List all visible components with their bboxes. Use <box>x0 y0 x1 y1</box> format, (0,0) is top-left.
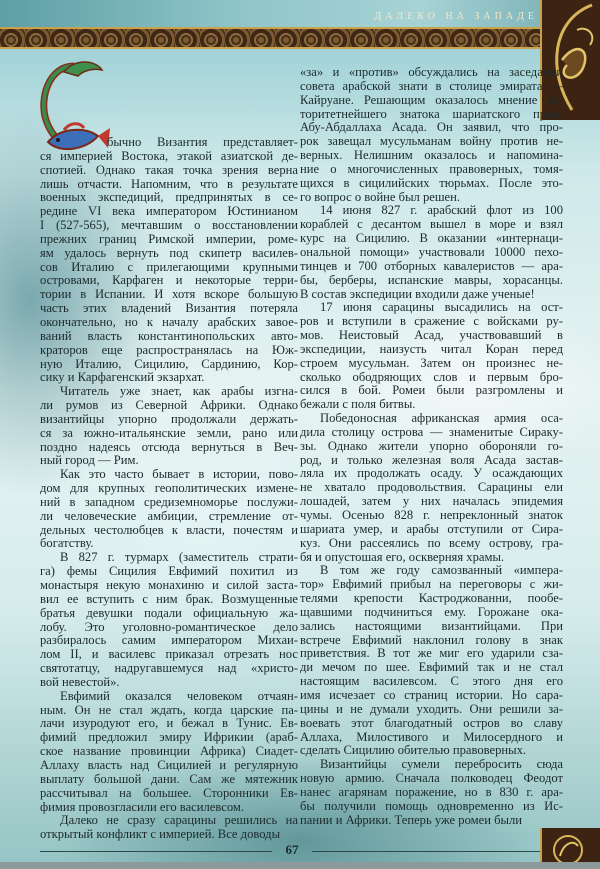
text-line: В 827 г. турмарх (заместитель страти- <box>60 551 298 565</box>
text-line: щихся в сицилийских тюрьмах. После это- <box>300 176 563 190</box>
text-line: лишь отчасти. Напомним, что в результате <box>40 177 298 191</box>
text-line: В состав экспедиции входили даже ученые! <box>300 287 535 301</box>
text-line: ние о многочисленных правоверных, томя- <box>300 162 563 176</box>
text-line: не хватало продовольствия. Сарацины ели <box>300 481 563 495</box>
text-line: дом для крупных геополитических измене- <box>40 482 298 496</box>
text-line: ся за южно-итальянские земли, рано или <box>40 426 298 440</box>
text-line: сов Италию с прилегающими крупными <box>40 260 298 274</box>
text-line: рассчитывал на большее. Сторонники Ев- <box>40 786 298 800</box>
text-line: лом II, и василевс приказал отрезать нос <box>40 648 298 662</box>
text-line: рок завещал мусульманам войну против не- <box>300 135 563 149</box>
text-line: нанес агарянам поражение, но в 830 г. ара- <box>300 785 563 799</box>
text-line: тинцев и 700 отборных кавалеристов — ара- <box>300 259 563 273</box>
paragraph <box>300 564 563 758</box>
text-line: 14 июня 827 г. арабский флот из 100 <box>320 204 563 218</box>
text-line: ную Италию, Сицилию, Сардинию, Кор- <box>40 357 298 371</box>
text-line: «за» и «против» обсуждались на заседании <box>300 66 563 79</box>
text-line: выплату большой дани. Сам же мятежник <box>40 772 298 786</box>
text-line: бы, берберы, испанские мавры, хорасанцы. <box>300 273 563 287</box>
text-line: открытый конфликт с империей. Все доводы <box>40 828 281 842</box>
text-line: шариата умер, и арабы отступили от Сира- <box>300 522 563 536</box>
text-line: ляла их продолжать осаду. У осаждающих <box>300 467 563 481</box>
text-line: I (527-565), мечтавшим о восстановлении <box>40 219 298 233</box>
text-line: прежних границ Римской империи, роме- <box>40 232 298 246</box>
paragraph <box>40 551 298 689</box>
text-line: ли человеческие амбиции, стремление от- <box>40 509 298 523</box>
text-line: бы получили помощь одновременно из Ис- <box>300 799 563 813</box>
text-line: совета арабской знати в столице эмирата — <box>300 79 563 93</box>
paragraph <box>300 758 563 827</box>
text-line: сился в бой. Ромеи были разгромлены и <box>300 384 563 398</box>
text-line: чумы. Осенью 828 г. непреклонный знаток <box>300 509 563 522</box>
text-line: го вопрос о войне был решен. <box>300 190 461 204</box>
text-line: ли румов из Северной Африки. Однако <box>40 399 298 413</box>
text-line: ный город — Рим. <box>40 454 139 468</box>
corner-ornament-bottom-icon <box>540 828 600 862</box>
text-line: телями крепости Кастроджованни, пообе- <box>300 592 563 606</box>
text-line: монастыря некую монахиню и силой заста- <box>40 579 298 592</box>
text-line: Победоносная африканская армия оса- <box>320 412 563 426</box>
text-line: лобу. Это уголовно-романтическое дело <box>40 620 298 634</box>
text-line: фимия провозгласили его василевсом. <box>40 800 245 814</box>
text-line: зались настоящими византийцами. При <box>300 619 563 633</box>
text-line: куз. Они рассеялись по всему острову, гра- <box>300 536 563 550</box>
text-line: дила столицу острова — знаменитые Сираку- <box>300 425 563 439</box>
text-line: ди мечом по шее. Евфимий так и не стал <box>300 661 563 675</box>
text-line: Далеко не сразу сарацины решились на <box>60 814 298 828</box>
text-line: редине VI века императором Юстинианом <box>40 205 298 219</box>
text-line: ваний власть константинопольских авто- <box>40 329 298 343</box>
text-line: бя и опустошая его, оскверняя храмы. <box>300 550 505 564</box>
paragraph <box>300 412 563 564</box>
text-line: Евфимий оказался человеком отчаян- <box>60 689 298 703</box>
text-line: Аллаха, Милостивого и Милосердного и <box>300 730 563 744</box>
paragraph <box>300 204 563 301</box>
text-line: Читатель уже знает, как арабы изгна- <box>60 385 298 399</box>
text-line: экспедиции, наизусть читал Коран перед <box>300 342 563 356</box>
text-line: га) фемы Сицилия Евфимий похитил из <box>40 565 298 579</box>
text-line: ным. Он не стал ждать, когда царские па- <box>40 703 298 717</box>
paragraph <box>40 136 298 385</box>
left-text-column <box>40 136 298 842</box>
text-line: бычно Византия представляет- <box>107 136 298 149</box>
text-line: военных экспедиций, предпринятых в се- <box>40 191 298 205</box>
text-line: кораблей с десантом вышел в море и взял <box>300 218 563 232</box>
text-line: приветствия. В тот же миг его ударили сза- <box>300 647 563 661</box>
text-line: род, и только железная воля Асада застав- <box>300 453 563 467</box>
text-line: В том же году самозванный «импера- <box>320 564 563 578</box>
text-line: братья девушки подали официальную жа- <box>40 606 298 620</box>
text-line: дельных честолюбцев к власти, почестям и <box>40 523 298 537</box>
text-line: часть этих владений Византия потеряла <box>40 302 298 316</box>
running-head: ДАЛЕКО НА ЗАПАДЕ <box>374 11 538 22</box>
text-line: настоящим василевсом. С этого дня его <box>300 675 563 689</box>
text-line: сику и Карфагенский экзархат. <box>40 371 205 385</box>
paragraph <box>40 814 298 842</box>
text-line: ям удалось вернуть под скипетр василев- <box>40 246 298 260</box>
text-line: торитетнейшего знатока шариатского права <box>300 107 563 121</box>
text-line: сколько ободряющих слов и первым бро- <box>300 370 563 384</box>
text-line: спотией. Однако такая точка зрения верна <box>40 163 298 177</box>
text-line: окончательно, но к началу арабских завое- <box>40 315 298 329</box>
paragraph <box>300 301 563 412</box>
text-line: имя исчезает со страниц истории. Но сара- <box>300 688 563 702</box>
text-line: святотатцу, надругавшемуся над «христо- <box>40 662 298 676</box>
text-line: Византийцы сумели перебросить сюда <box>320 758 563 772</box>
text-line: зы. Однако жители упорно обороняли го- <box>300 439 563 453</box>
text-line: лошадей, затем у них началась эпидемия <box>300 495 563 509</box>
text-line: мов. Неистовый Асад, участвовавший в <box>300 329 563 343</box>
paragraph <box>40 690 298 815</box>
text-line: Абу-Абдаллаха Асада. Он заявил, что про- <box>300 121 563 135</box>
paragraph <box>300 66 563 204</box>
text-line: воевать этот благодатный остров во славу <box>300 716 563 730</box>
text-line: тор» Евфимий прибыл на переговоры с жи- <box>300 578 563 592</box>
right-text-column <box>300 66 563 827</box>
text-line: вил ее вступить с ним брак. Возмущенные <box>40 592 298 606</box>
text-line: сделать Сицилию обителью правоверных. <box>300 744 527 758</box>
text-line: ров и вступили в сражение с войсками ру- <box>300 315 563 329</box>
text-line: ское название провинции Африка) Сиадет- <box>40 745 298 759</box>
text-line: пании и Африки. Теперь уже ромеи были <box>300 813 522 827</box>
ornamental-border-band <box>0 27 550 49</box>
text-line: курс на Сицилию. В оказании «интернаци- <box>300 232 563 246</box>
footer-rule-right <box>312 851 540 852</box>
text-line: строем мусульман. Затем он произнес не- <box>300 356 563 370</box>
text-line: вой невестой». <box>40 675 120 689</box>
text-line: лачи изуродуют его, и бежал в Тунис. Ев- <box>40 717 298 731</box>
footer-rule-left <box>40 851 272 852</box>
text-line: встрече Евфимий наклонил голову в знак <box>300 633 563 647</box>
text-line: Как это часто бывает в истории, пово- <box>60 468 298 482</box>
text-line: ний в западном средиземноморье послужи- <box>40 495 298 509</box>
page-number: 67 <box>285 842 299 857</box>
text-line: фимий предложил эмиру Ифрикии (араб- <box>40 731 298 745</box>
text-line: краторов еще распространялась на Юж- <box>40 343 298 357</box>
text-line: византийцы упорно продолжали держать- <box>40 412 298 426</box>
text-line: островами, Карфаген и некоторые терри- <box>40 274 298 288</box>
text-line: бежали с поля битвы. <box>300 398 416 412</box>
text-line: тории в Испании. И хотя вскоре большую <box>40 288 298 302</box>
paragraph <box>40 468 298 551</box>
text-line: богатству. <box>40 537 94 551</box>
bottom-strip <box>0 862 600 869</box>
text-line: ся империей Востока, этакой азиатской де- <box>40 149 298 163</box>
text-line: новую армию. Сначала полководец Феодот <box>300 772 563 786</box>
text-line: разбиралось самим императором Михаи- <box>40 634 298 648</box>
paragraph <box>40 385 298 468</box>
text-line: поздно надеясь отсюда вернуться в Веч- <box>40 440 298 454</box>
text-line: 17 июня сарацины высадились на ост- <box>320 301 563 315</box>
text-line: цины и не думали уходить. Они решили за- <box>300 702 563 716</box>
text-line: Аллаху власть над Сицилией и регулярную <box>40 758 298 772</box>
text-line: Кайруане. Решающим оказалось мнение ав- <box>300 93 563 107</box>
text-line: ональной помощи» участвовали 10000 пехо- <box>300 245 563 259</box>
text-line: щавшими подчиниться ему. Горожане ока- <box>300 605 563 619</box>
text-line: верных. Нелишним оказалось и напомина- <box>300 149 563 163</box>
